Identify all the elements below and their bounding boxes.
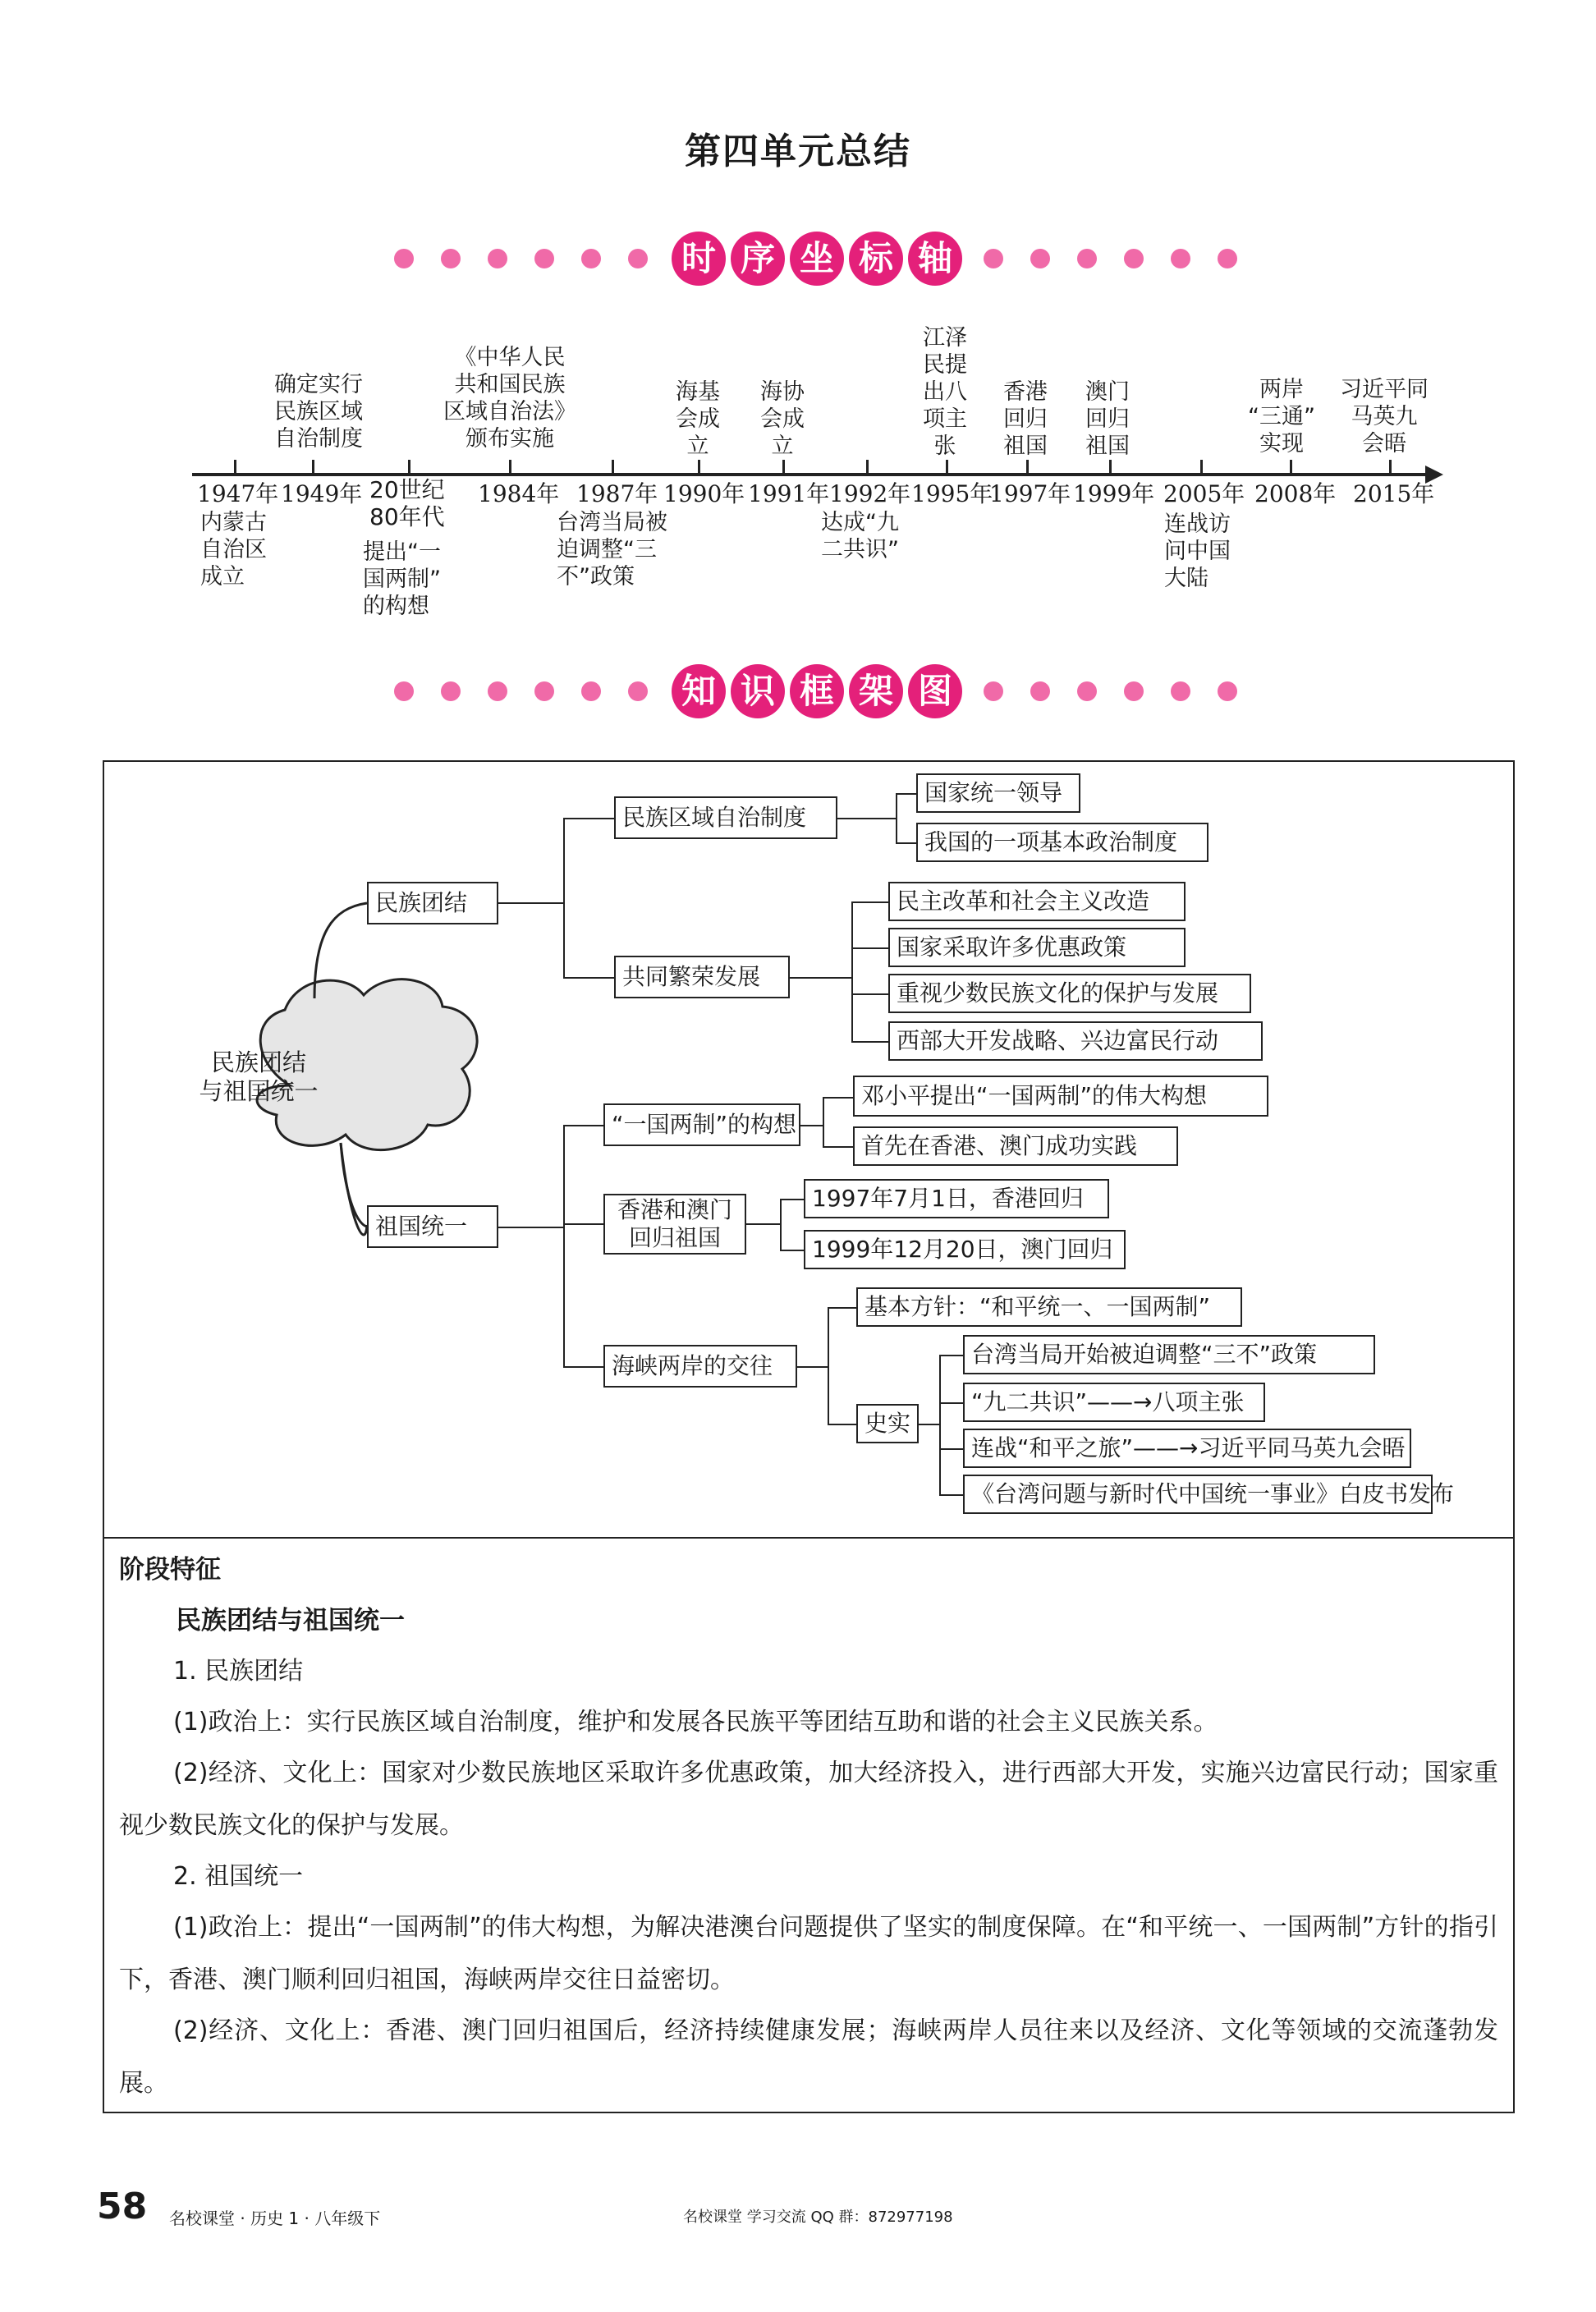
item-basic-policy: 基本方针：“和平统一、一国两制”	[856, 1287, 1242, 1327]
paragraph: (2)经济、文化上：国家对少数民族地区采取许多优惠政策，加大经济投入，进行西部大开发，实施兴边富民行动；国家重视少数民族文化的保护与发展。	[119, 1759, 1498, 1840]
pink-dot	[441, 249, 461, 268]
timeline-tick	[408, 460, 410, 475]
connector	[939, 1355, 964, 1356]
item-white-paper: 《台湾问题与新时代中国统一事业》白皮书发布	[963, 1475, 1433, 1514]
mindmap-root: 民族团结 与祖国统一	[199, 1048, 319, 1105]
timeline-tick	[1200, 460, 1203, 475]
connector	[823, 1097, 854, 1099]
item-unified-leadership: 国家统一领导	[916, 773, 1080, 813]
paragraph: (1)政治上：实行民族区域自治制度，维护和发展各民族平等团结互助和谐的社会主义民族关系。	[173, 1708, 1218, 1736]
item-basic-political-system: 我国的一项基本政治制度	[916, 823, 1208, 862]
connector	[919, 1424, 940, 1425]
connector	[851, 947, 889, 949]
pink-dot	[1124, 681, 1144, 701]
pink-dot	[628, 249, 648, 268]
branch-reunification: 祖国统一	[367, 1205, 498, 1248]
banner-char: 架	[849, 664, 903, 718]
timeline-year: 1997年	[989, 480, 1071, 507]
connector	[800, 1125, 823, 1126]
branch-national-unity: 民族团结	[367, 882, 498, 924]
stage-heading: 阶段特征	[119, 1555, 221, 1585]
pink-dot	[394, 681, 414, 701]
banner-char: 时	[672, 232, 726, 286]
timeline-year: 1995年	[911, 480, 993, 507]
timeline-event: 香港 回归 祖国	[1003, 379, 1048, 459]
pink-dot	[628, 681, 648, 701]
connector	[780, 1250, 805, 1251]
banner-char: 框	[790, 664, 844, 718]
item-democratic-reform: 民主改革和社会主义改造	[888, 882, 1186, 921]
timeline-tick	[1389, 460, 1392, 475]
box-hk-macau-return: 香港和澳门 回归祖国	[603, 1194, 746, 1255]
connector	[780, 1199, 805, 1200]
connector	[828, 1307, 857, 1309]
paragraph: (2)经济、文化上：香港、澳门回归祖国后，经济持续健康发展；海峡两岸人员往来以及经济、文化等领域的交流蓬勃发展。	[119, 2016, 1498, 2098]
connector	[790, 977, 852, 979]
connector	[939, 1402, 964, 1404]
connector	[896, 842, 917, 844]
pink-dot	[581, 249, 601, 268]
page-title: 第四单元总结	[685, 131, 911, 172]
item-culture-protection: 重视少数民族文化的保护与发展	[888, 974, 1251, 1013]
pink-dot	[1171, 681, 1190, 701]
timeline-tick	[1290, 460, 1292, 475]
timeline-year: 2015年	[1353, 480, 1435, 507]
stage-subheading: 民族团结与祖国统一	[176, 1606, 405, 1635]
section-divider	[103, 1537, 1515, 1539]
timeline-event: 两岸 “三通” 实现	[1248, 377, 1315, 456]
timeline-year: 2008年	[1254, 480, 1337, 507]
item-macau-return: 1999年12月20日，澳门回归	[804, 1230, 1126, 1269]
timeline-tick	[612, 460, 614, 475]
timeline-year: 1947年	[197, 480, 279, 507]
timeline-event: 澳门 回归 祖国	[1085, 379, 1130, 459]
timeline-year: 1990年	[663, 480, 745, 507]
paragraph: (1)政治上：提出“一国两制”的伟大构想，为解决港澳台问题提供了坚实的制度保障。在“和平统一、一国两制”方针的指引下，香港、澳门顺利回归祖国，海峡两岸交往日益密切。	[119, 1913, 1498, 1994]
pink-dot	[488, 249, 507, 268]
item-three-nos: 台湾当局开始被迫调整“三不”政策	[963, 1335, 1375, 1374]
pink-dot	[1030, 249, 1050, 268]
box-common-prosperity: 共同繁荣发展	[614, 956, 790, 998]
pink-dot	[441, 681, 461, 701]
framework-banner	[0, 658, 1596, 724]
timeline-year: 1999年	[1073, 480, 1155, 507]
pink-dot	[1030, 681, 1050, 701]
connector	[823, 1097, 824, 1148]
connector	[828, 1307, 829, 1425]
connector	[797, 1366, 828, 1368]
connector	[939, 1448, 964, 1450]
connector	[851, 993, 889, 995]
banner-char: 轴	[908, 232, 962, 286]
item-preferential-policies: 国家采取许多优惠政策	[888, 928, 1186, 967]
timeline-event: 确定实行 民族区域 自治制度	[274, 372, 363, 452]
connector	[828, 1424, 857, 1425]
banner-char: 标	[849, 232, 903, 286]
timeline-year: 20世纪 80年代	[369, 476, 445, 530]
qq-group: 名校课堂 学习交流 QQ 群：872977198	[683, 2209, 953, 2226]
timeline-event: 连战访 问中国 大陆	[1164, 511, 1231, 591]
timeline-year: 2005年	[1163, 480, 1245, 507]
timeline-year: 1984年	[478, 480, 560, 507]
timeline-tick	[509, 460, 511, 475]
timeline-event: 台湾当局被 迫调整“三 不”政策	[557, 510, 667, 589]
timeline-event: 海协 会成 立	[760, 379, 805, 459]
timeline-year: 1991年	[748, 480, 830, 507]
item-1992-consensus: “九二共识”——→八项主张	[963, 1383, 1265, 1422]
timeline-tick	[234, 460, 236, 475]
connector	[851, 901, 853, 1043]
pink-dot	[581, 681, 601, 701]
timeline-event: 江泽 民提 出八 项主 张	[923, 325, 967, 459]
timeline-tick	[698, 460, 700, 475]
banner-char: 知	[672, 664, 726, 718]
pink-dot	[1218, 681, 1237, 701]
box-cross-strait: 海峡两岸的交往	[603, 1345, 797, 1388]
pink-dot	[534, 249, 554, 268]
connector	[837, 818, 897, 819]
pink-dot	[394, 249, 414, 268]
page-number: 58	[97, 2186, 148, 2227]
connector	[563, 1366, 604, 1368]
connector	[851, 1041, 889, 1043]
timeline-tick	[312, 460, 314, 475]
pink-dot	[1077, 681, 1097, 701]
timeline-year: 1992年	[829, 480, 911, 507]
timeline-year: 1987年	[576, 480, 658, 507]
pink-dot	[1171, 249, 1190, 268]
section-national-unity: 1. 民族团结	[173, 1657, 304, 1686]
connector	[563, 977, 614, 979]
connector	[563, 1223, 604, 1225]
timeline-event: 海基 会成 立	[676, 379, 720, 459]
box-one-country-two-systems: “一国两制”的构想	[603, 1103, 800, 1146]
pink-dot	[984, 249, 1003, 268]
pink-dot	[534, 681, 554, 701]
banner-char: 图	[908, 664, 962, 718]
connector	[563, 1125, 604, 1126]
connector	[896, 793, 897, 844]
timeline-event: 达成“九 二共识”	[821, 510, 899, 562]
connector	[746, 1223, 781, 1225]
item-hk-macau-practice: 首先在香港、澳门成功实践	[853, 1126, 1178, 1166]
connector	[939, 1355, 941, 1496]
connector	[563, 818, 614, 819]
connector	[896, 793, 917, 795]
item-hk-return: 1997年7月1日，香港回归	[804, 1179, 1109, 1218]
timeline-event: 《中华人民 共和国民族 区域自治法》 颁布实施	[443, 345, 576, 452]
connector	[939, 1494, 964, 1496]
timeline-event: 习近平同 马英九 会晤	[1340, 377, 1429, 456]
banner-char: 识	[731, 664, 785, 718]
pink-dot	[1124, 249, 1144, 268]
book-info: 名校课堂 · 历史 1 · 八年级下	[169, 2209, 381, 2228]
pink-dot	[488, 681, 507, 701]
timeline-event: 内蒙古 自治区 成立	[200, 510, 267, 589]
connector	[780, 1199, 782, 1251]
connector	[498, 1227, 564, 1228]
box-autonomy-system: 民族区域自治制度	[614, 796, 837, 839]
connector	[563, 1125, 565, 1368]
connector	[498, 902, 564, 904]
timeline-tick	[1109, 460, 1112, 475]
timeline-year: 1949年	[281, 480, 363, 507]
pink-dot	[1077, 249, 1097, 268]
pink-dot	[1218, 249, 1237, 268]
item-deng-proposal: 邓小平提出“一国两制”的伟大构想	[853, 1076, 1268, 1117]
banner-char: 坐	[790, 232, 844, 286]
connector	[563, 818, 565, 979]
mindmap-connectors	[103, 760, 1515, 1537]
section-reunification: 2. 祖国统一	[173, 1862, 304, 1891]
connector	[851, 901, 889, 903]
timeline-banner	[0, 226, 1596, 291]
banner-char: 序	[731, 232, 785, 286]
pink-dot	[984, 681, 1003, 701]
timeline-tick	[1026, 460, 1029, 475]
connector	[823, 1146, 854, 1148]
box-historical-facts: 史实	[856, 1404, 919, 1443]
timeline-tick	[866, 460, 869, 475]
item-western-development: 西部大开发战略、兴边富民行动	[888, 1021, 1263, 1061]
timeline-tick	[946, 460, 948, 475]
timeline-tick	[782, 460, 785, 475]
item-peace-journey: 连战“和平之旅”——→习近平同马英九会晤	[963, 1429, 1411, 1468]
timeline-event: 提出“一 国两制” 的构想	[363, 539, 441, 619]
